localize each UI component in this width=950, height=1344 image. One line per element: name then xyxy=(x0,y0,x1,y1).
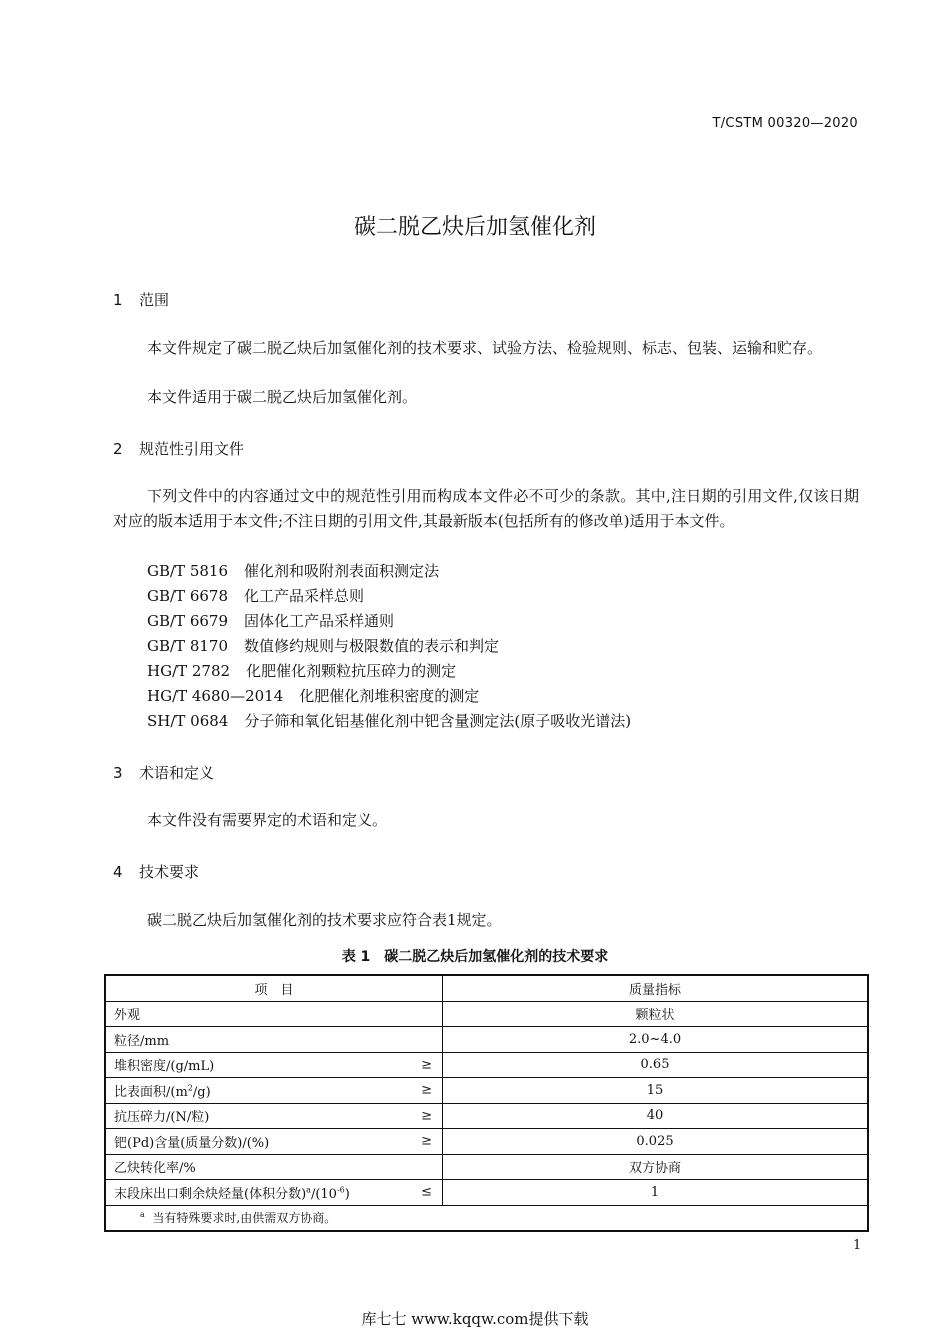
download-source-footer: 库七七 www.kqqw.com提供下载 xyxy=(361,1310,589,1328)
item-cell xyxy=(105,1052,443,1078)
document-title: 碳二脱乙炔后加氢催化剂 xyxy=(353,215,596,240)
item-label: 粒径/mm xyxy=(114,1033,170,1049)
reference-title: 固体化工产品采样通则 xyxy=(244,612,395,630)
table-row xyxy=(105,1129,868,1155)
section-4-heading xyxy=(113,861,199,882)
item-cell xyxy=(105,1103,443,1129)
value-cell: 15 xyxy=(443,1078,869,1104)
table-row xyxy=(105,1001,868,1027)
table-row xyxy=(105,1027,868,1053)
section-title: 术语和定义 xyxy=(139,764,215,782)
item-label: 钯(Pd)含量(质量分数)/(%) xyxy=(114,1135,270,1151)
item-cell xyxy=(105,1129,443,1155)
table-row xyxy=(105,1103,868,1129)
value-cell: 40 xyxy=(443,1103,869,1129)
item-label: 外观 xyxy=(114,1008,141,1024)
column-header-value: 质量指标 xyxy=(443,975,869,1001)
reference-code: GB/T 6679 xyxy=(147,612,229,630)
scope-paragraph-2: 本文件适用于碳二脱乙炔后加氢催化剂。 xyxy=(147,388,418,406)
footnote-mark: a xyxy=(140,1210,145,1220)
value-cell: 0.65 xyxy=(443,1052,869,1078)
reference-item xyxy=(147,584,364,609)
reference-code: GB/T 5816 xyxy=(147,562,229,580)
reference-title: 数值修约规则与极限数值的表示和判定 xyxy=(244,637,500,655)
item-label: 堆积密度/(g/mL) xyxy=(114,1059,215,1075)
comparison-symbol: ≥ xyxy=(421,1133,432,1149)
comparison-symbol: ≤ xyxy=(421,1184,432,1200)
value-cell: 1 xyxy=(443,1180,869,1206)
table-row xyxy=(105,1180,868,1206)
footnote-text: 当有特殊要求时,由供需双方协商。 xyxy=(152,1211,337,1226)
reference-item xyxy=(147,634,499,659)
requirements-paragraph: 碳二脱乙炔后加氢催化剂的技术要求应符合表1规定。 xyxy=(147,911,502,929)
page-number: 1 xyxy=(853,1238,862,1253)
reference-code: HG/T 4680—2014 xyxy=(147,687,284,705)
reference-item xyxy=(147,659,456,684)
reference-item xyxy=(147,609,394,634)
section-number: 3 xyxy=(113,764,123,782)
value-cell: 双方协商 xyxy=(443,1154,869,1180)
requirements-table xyxy=(104,974,869,1232)
item-label: 比表面积$/(m^2/g)$ xyxy=(114,1083,211,1100)
reference-title: 催化剂和吸附剂表面积测定法 xyxy=(244,562,440,580)
item-label: 末段床出口剩余炔烃量(体积分数)$^a/(10^{-6})$ xyxy=(114,1185,350,1202)
section-number: 1 xyxy=(113,291,123,309)
reference-title: 化肥催化剂颗粒抗压碎力的测定 xyxy=(246,662,457,680)
reference-item xyxy=(147,559,439,584)
normative-references-intro: 下列文件中的内容通过文中的规范性引用而构成本文件必不可少的条款。其中,注日期的引用文件,仅该日期对应的版本适用于本文件;不注日期的引用文件,其最新版本(包括所有的修改单)适用于本文件。 xyxy=(113,487,859,530)
comparison-symbol: ≥ xyxy=(421,1082,432,1098)
reference-item xyxy=(147,684,479,709)
reference-title: 化肥催化剂堆积密度的测定 xyxy=(299,687,480,705)
item-label: 抗压碎力/(N/粒) xyxy=(114,1110,210,1126)
reference-code: GB/T 6678 xyxy=(147,587,229,605)
section-title: 技术要求 xyxy=(139,863,200,881)
item-cell xyxy=(105,1078,443,1104)
section-1-heading xyxy=(113,289,169,310)
section-number: 4 xyxy=(113,863,123,881)
terms-paragraph: 本文件没有需要界定的术语和定义。 xyxy=(147,811,388,829)
table-row xyxy=(105,1078,868,1104)
reference-title: 分子筛和氧化铝基催化剂中钯含量测定法(原子吸收光谱法) xyxy=(244,712,632,730)
item-label: 乙炔转化率/% xyxy=(114,1161,196,1177)
reference-title: 化工产品采样总则 xyxy=(244,587,365,605)
item-cell xyxy=(105,1001,443,1027)
table-header-row xyxy=(105,975,868,1001)
comparison-symbol: ≥ xyxy=(421,1057,432,1073)
comparison-symbol: ≥ xyxy=(421,1108,432,1124)
table-footnote xyxy=(105,1205,868,1231)
document-code: T/CSTM 00320—2020 xyxy=(712,116,858,131)
reference-item xyxy=(147,709,631,734)
section-2-heading xyxy=(113,438,244,459)
value-cell: 2.0~4.0 xyxy=(443,1027,869,1053)
reference-code: GB/T 8170 xyxy=(147,637,229,655)
item-cell xyxy=(105,1180,443,1206)
value-cell: 颗粒状 xyxy=(443,1001,869,1027)
table-row xyxy=(105,1154,868,1180)
reference-code: SH/T 0684 xyxy=(147,712,229,730)
reference-code: HG/T 2782 xyxy=(147,662,231,680)
scope-paragraph-1: 本文件规定了碳二脱乙炔后加氢催化剂的技术要求、试验方法、检验规则、标志、包装、运输和贮存。 xyxy=(147,339,823,357)
table-caption: 表 1 碳二脱乙炔后加氢催化剂的技术要求 xyxy=(341,949,609,965)
section-title: 范围 xyxy=(139,291,170,309)
section-title: 规范性引用文件 xyxy=(139,440,245,458)
item-cell xyxy=(105,1027,443,1053)
value-cell: 0.025 xyxy=(443,1129,869,1155)
item-cell xyxy=(105,1154,443,1180)
section-3-heading xyxy=(113,762,214,783)
table-row xyxy=(105,1052,868,1078)
table-footnote-row xyxy=(105,1205,868,1231)
section-number: 2 xyxy=(113,440,123,458)
column-header-item: 项 目 xyxy=(105,975,443,1001)
